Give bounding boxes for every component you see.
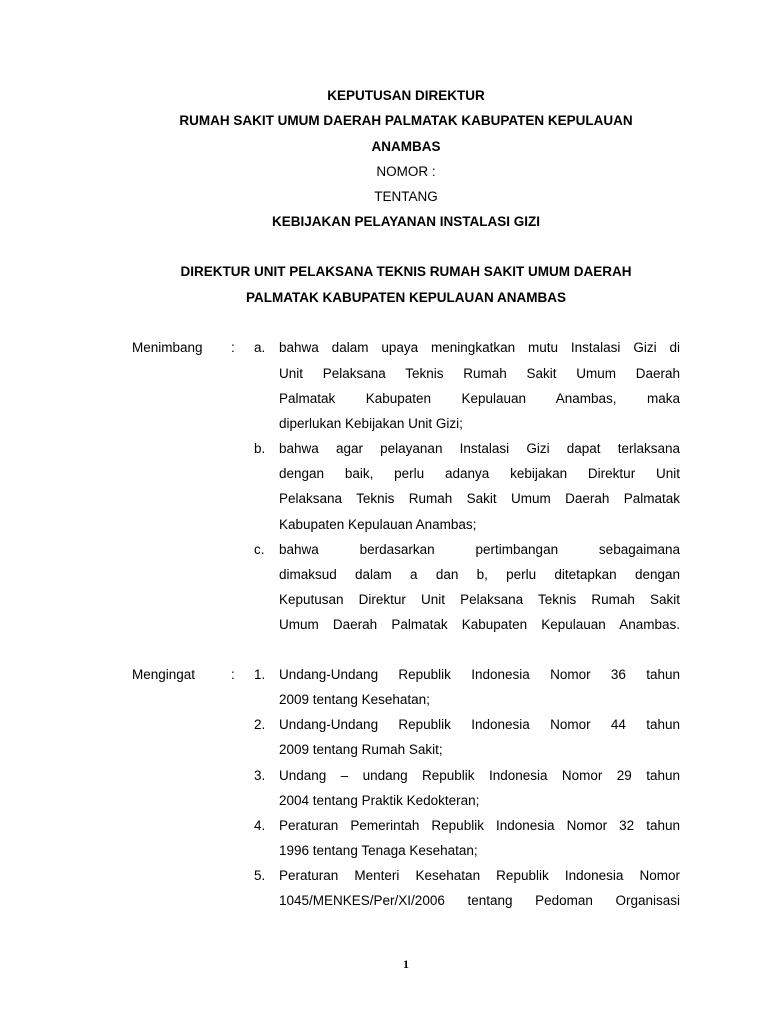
menimbang-b-line-2: dengan baik, perlu adanya kebijakan Direktur Unit: [279, 466, 680, 481]
menimbang-c-line-4: Umum Daerah Palmatak Kabupaten Kepulauan Anambas.: [279, 617, 680, 632]
mengingat-marker-2: 2.: [254, 717, 266, 732]
menimbang-a-line-3: Palmatak Kabupaten Kepulauan Anambas, maka: [279, 391, 680, 406]
menimbang-label: Menimbang: [132, 340, 203, 355]
mengingat-4-line-1: Peraturan Pemerintah Republik Indonesia Nomor 32 tahun: [279, 818, 680, 833]
title-line-2: RUMAH SAKIT UMUM DAERAH PALMATAK KABUPATEN KEPULAUAN: [179, 113, 633, 128]
mengingat-3-line-1: Undang – undang Republik Indonesia Nomor 29 tahun: [279, 768, 680, 783]
menimbang-b-line-1: bahwa agar pelayanan Instalasi Gizi dapat terlaksana: [279, 441, 680, 456]
menimbang-b-line-3: Pelaksana Teknis Rumah Sakit Umum Daerah Palmatak: [279, 491, 680, 506]
menimbang-a-line-2: Unit Pelaksana Teknis Rumah Sakit Umum Daerah: [279, 366, 680, 381]
mengingat-2-line-1: Undang-Undang Republik Indonesia Nomor 44 tahun: [279, 717, 680, 732]
mengingat-1-line-1: Undang-Undang Republik Indonesia Nomor 36 tahun: [279, 667, 680, 682]
title-line-1: KEPUTUSAN DIREKTUR: [327, 88, 485, 103]
mengingat-2-line-2: 2009 tentang Rumah Sakit;: [279, 742, 443, 757]
menimbang-a-line-4: diperlukan Kebijakan Unit Gizi;: [279, 416, 463, 431]
nomor-line: NOMOR :: [376, 164, 436, 179]
mengingat-5-line-2: 1045/MENKES/Per/XI/2006 tentang Pedoman Organisasi: [279, 893, 680, 908]
mengingat-marker-3: 3.: [254, 768, 266, 783]
menimbang-c-line-2: dimaksud dalam a dan b, perlu ditetapkan dengan: [279, 567, 680, 582]
menimbang-marker-a: a.: [254, 340, 266, 355]
mengingat-5-line-1: Peraturan Menteri Kesehatan Republik Indonesia Nomor: [279, 868, 680, 883]
menimbang-b-line-4: Kabupaten Kepulauan Anambas;: [279, 517, 477, 532]
page-number: 1: [403, 957, 409, 971]
menimbang-a-line-1: bahwa dalam upaya meningkatkan mutu Instalasi Gizi di: [279, 340, 680, 355]
menimbang-marker-b: b.: [254, 441, 266, 456]
subject-line: KEBIJAKAN PELAYANAN INSTALASI GIZI: [271, 214, 541, 229]
mengingat-1-line-2: 2009 tentang Kesehatan;: [279, 692, 430, 707]
mengingat-4-line-2: 1996 tentang Tenaga Kesehatan;: [279, 843, 478, 858]
mengingat-label: Mengingat: [132, 667, 196, 682]
mengingat-marker-1: 1.: [254, 667, 266, 682]
menimbang-colon: :: [231, 340, 235, 355]
menimbang-c-line-3: Keputusan Direktur Unit Pelaksana Teknis Rumah Sakit: [279, 592, 680, 607]
menimbang-marker-c: c.: [254, 542, 265, 557]
director-line-1: DIREKTUR UNIT PELAKSANA TEKNIS RUMAH SAKIT UMUM DAERAH: [180, 264, 632, 279]
tentang-line: TENTANG: [374, 189, 438, 204]
mengingat-marker-5: 5.: [254, 868, 266, 883]
menimbang-c-line-1: bahwa berdasarkan pertimbangan sebagaimana: [279, 542, 680, 557]
director-line-2: PALMATAK KABUPATEN KEPULAUAN ANAMBAS: [246, 290, 566, 305]
title-line-3: ANAMBAS: [371, 139, 441, 154]
mengingat-marker-4: 4.: [254, 818, 266, 833]
mengingat-3-line-2: 2004 tentang Praktik Kedokteran;: [279, 793, 480, 808]
mengingat-colon: :: [231, 667, 235, 682]
